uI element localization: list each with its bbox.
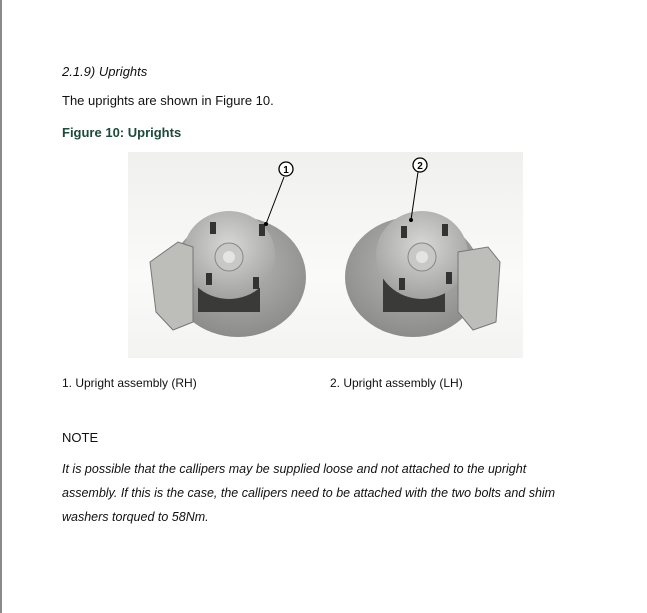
callout-2-label: 2 <box>417 161 423 172</box>
page-edge <box>0 0 2 613</box>
note-line: assembly. If this is the case, the callipers need to be attached with the two bolts and shim <box>62 486 556 500</box>
caption-lh: 2. Upright assembly (LH) <box>330 376 463 390</box>
upright-lh <box>345 211 500 337</box>
uprights-photo <box>128 152 523 358</box>
note-label: NOTE <box>62 430 99 445</box>
upright-rh <box>150 211 306 337</box>
callout-1-label: 1 <box>283 165 289 176</box>
section-heading: 2.1.9) Uprights <box>62 64 148 79</box>
callout-1 <box>264 162 293 226</box>
note-line: washers torqued to 58Nm. <box>62 510 209 524</box>
caption-rh: 1. Upright assembly (RH) <box>62 376 197 390</box>
figure-title: Figure 10: Uprights <box>62 125 182 140</box>
note-line: It is possible that the callipers may be supplied loose and not attached to the upright <box>62 462 527 476</box>
intro-paragraph: The uprights are shown in Figure 10. <box>62 93 274 108</box>
